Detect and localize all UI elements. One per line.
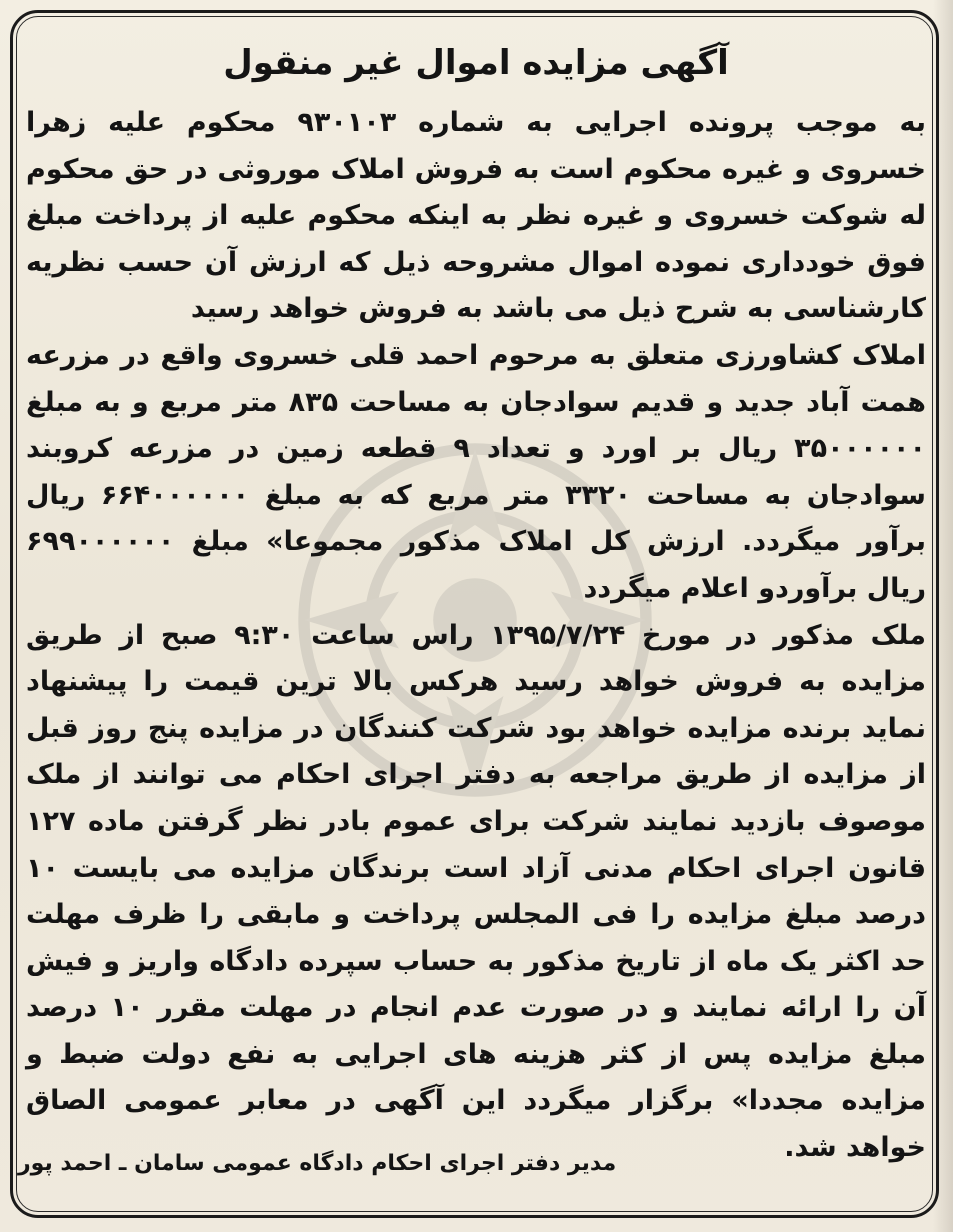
notice-body [26,34,926,1172]
notice-signature: مدیر دفتر اجرای احکام دادگاه عمومی سامان ـ احمد پور [18,1151,617,1176]
notice-paragraph-properties: املاک کشاورزی متعلق به مرحوم احمد قلی خسروی واقع در مزرعه همت آباد جدید و قدیم سوادجان به مساحت ۸۳۵ متر مربع و به مبلغ ۳۵۰۰۰۰۰۰ ریال بر اورد و تعداد ۹ قطعه زمین در مزرعه کروبند سوادجان به مساحت ۳۳۲۰ متر مربع که به مبلغ ۶۶۴۰۰۰۰۰۰ ریال برآور میگردد. ارزش کل املاک مذکور مجموعا» مبلغ ۶۹۹۰۰۰۰۰۰ ریال برآوردو اعلام میگردد [26,339,927,604]
notice-paragraph-case: به موجب پرونده اجرایی به شماره ۹۳۰۱۰۳ محکوم علیه زهرا خسروی و غیره محکوم است به فروش املاک موروثی در حق محکوم له شوکت خسروی و غیره نظر به اینکه محکوم علیه از پرداخت مبلغ فوق خودداری نموده اموال مشروحه ذیل که ارزش آن حسب نظریه کارشناسی به شرح ذیل می باشد به فروش خواهد رسید [26,107,926,325]
notice-title: آگهی مزایده اموال غیر منقول [223,43,729,83]
notice-paragraph-auction-terms: ملک مذکور در مورخ ۱۳۹۵/۷/۲۴ راس ساعت ۹:۳۰ صبح از طریق مزایده به فروش خواهد رسید هرکس بالا ترین قیمت را پیشنهاد نماید برنده مزایده خواهد بود شرکت کنندگان در مزایده پنج روز قبل از مزایده از طریق مراجعه به دفتر اجرای احکام می توانند از ملک موصوف بازدید نمایند شرکت برای عموم بادر نظر گرفتن ماده ۱۲۷ قانون اجرای احکام مدنی آزاد است برندگان مزایده می بایست ۱۰ درصد مبلغ مزایده را فی المجلس پرداخت و مابقی را ظرف مهلت حد اکثر یک ماه از تاریخ مذکور به حساب سپرده دادگاه واریز و فیش آن را ارائه نمایند و در صورت عدم انجام در مهلت مقرر ۱۰ درصد مبلغ مزایده پس از کثر هزینه های اجرایی به نفع دولت ضبط و مزایده مجددا» برگزار میگردد این آگهی در معابر عمومی الصاق خواهد شد. [26,619,926,1164]
